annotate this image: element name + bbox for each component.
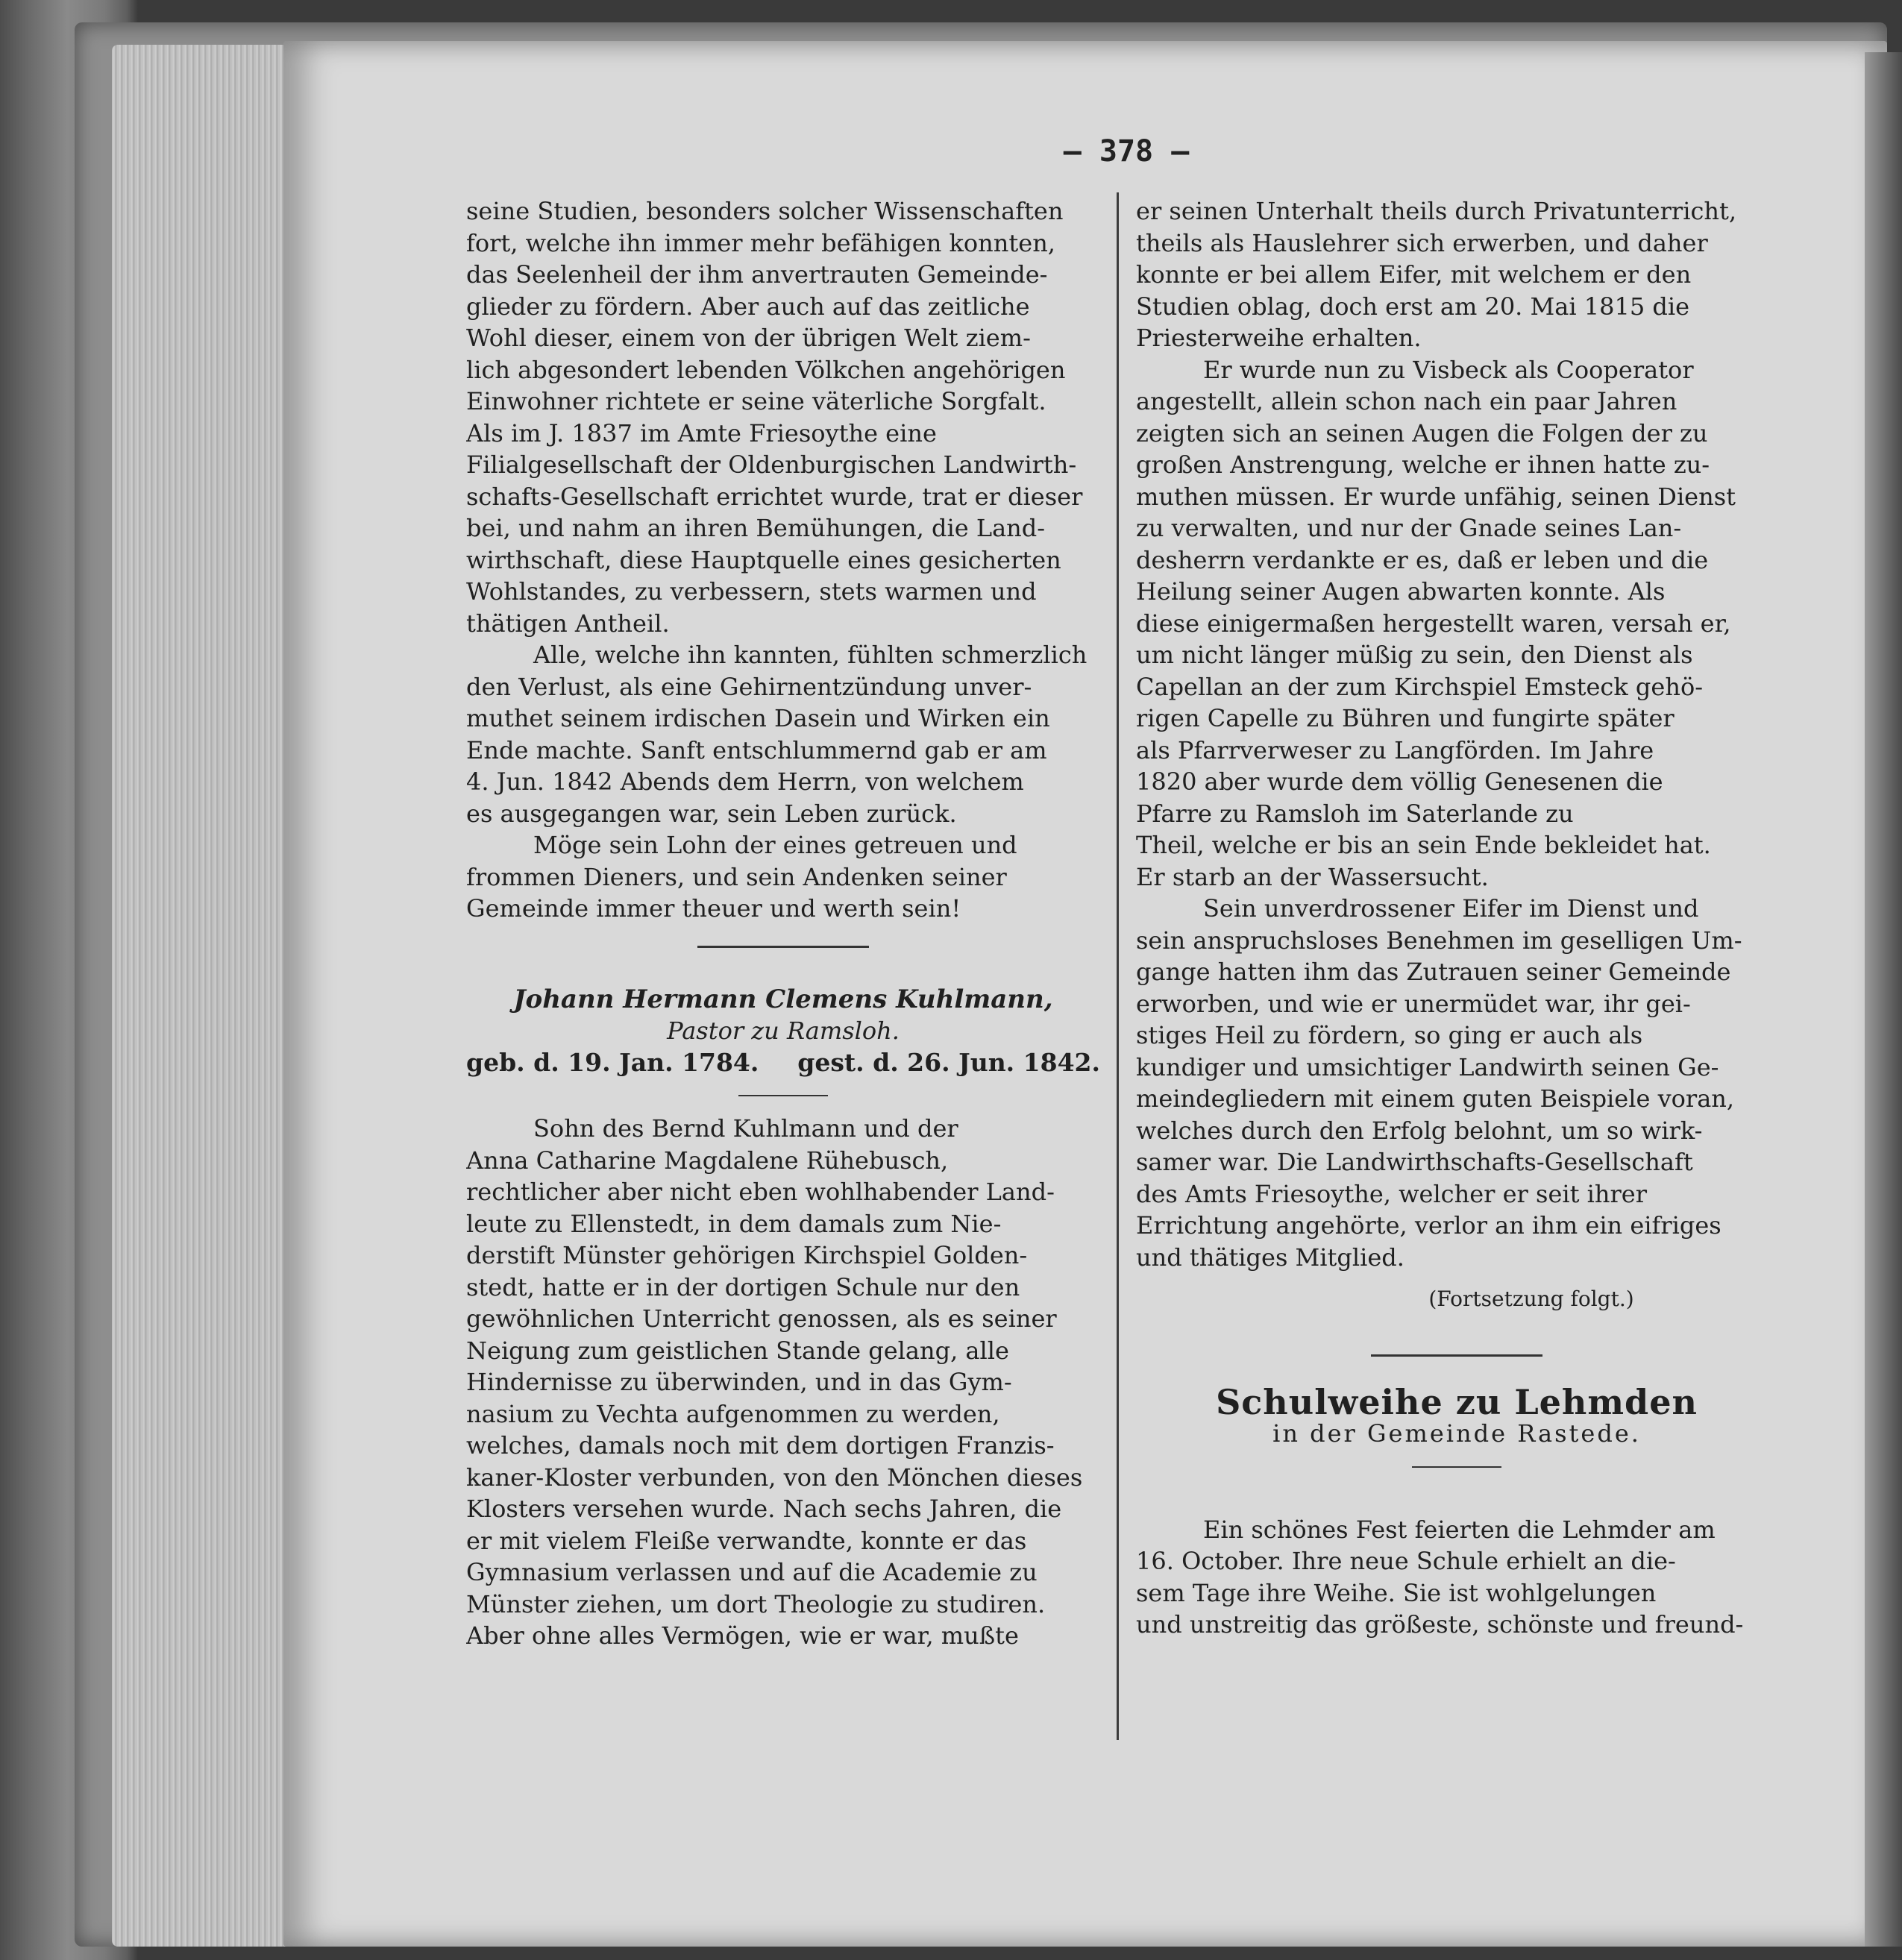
- section-title: Schulweihe zu Lehmden: [1216, 1381, 1698, 1422]
- text-line: zu verwalten, und nur der Gnade seines Lan-: [1136, 514, 1682, 542]
- text-line: Capellan an der zum Kirchspiel Emsteck gehö-: [1136, 672, 1704, 701]
- text-line: welches durch den Erfolg belohnt, um so wirk-: [1136, 1116, 1703, 1145]
- page-number: — 378 —: [1063, 134, 1190, 169]
- text-line: es ausgegangen war, sein Leben zurück.: [466, 799, 957, 828]
- text-line: Er starb an der Wassersucht.: [1136, 862, 1489, 891]
- text-line: rechtlicher aber nicht eben wohlhabender Land-: [466, 1178, 1055, 1206]
- text-line: Hindernisse zu überwinden, und in das Gym-: [466, 1368, 1012, 1396]
- right-column: [1136, 195, 1777, 1641]
- text-line: als Pfarrverweser zu Langförden. Im Jahre: [1136, 735, 1654, 764]
- text-line: welches, damals noch mit dem dortigen Franzis-: [466, 1431, 1055, 1460]
- section-subtitle: in der Gemeinde Rastede.: [1272, 1419, 1641, 1448]
- text-line: frommen Dieners, und sein Andenken seiner: [466, 862, 1007, 891]
- text-line: Priesterweihe erhalten.: [1136, 324, 1422, 352]
- biography-name: Johann Hermann Clemens Kuhlmann,: [513, 984, 1053, 1014]
- text-line: rigen Capelle zu Bühren und fungirte später: [1136, 704, 1675, 732]
- paragraph: [466, 639, 1100, 829]
- text-line: gewöhnlichen Unterricht genossen, als es seiner: [466, 1304, 1057, 1333]
- text-line: Wohl dieser, einem von der übrigen Welt ziem-: [466, 324, 1031, 352]
- text-line: derstift Münster gehörigen Kirchspiel Golden-: [466, 1241, 1028, 1269]
- page-edges: [112, 45, 298, 1947]
- short-rule: [738, 1095, 828, 1096]
- text-line: samer war. Die Landwirthschafts-Gesellschaft: [1136, 1148, 1693, 1176]
- text-line: Anna Catharine Magdalene Rühebusch,: [466, 1146, 949, 1175]
- text-line: schafts-Gesellschaft errichtet wurde, trat er dieser: [466, 482, 1083, 511]
- text-line: Sohn des Bernd Kuhlmann und der: [533, 1114, 958, 1143]
- paragraph: [1136, 893, 1777, 1273]
- text-line: Aber ohne alles Vermögen, wie er war, mußte: [466, 1621, 1019, 1650]
- text-line: stiges Heil zu fördern, so ging er auch als: [1136, 1021, 1643, 1049]
- text-line: desherrn verdankte er es, daß er leben und die: [1136, 545, 1709, 574]
- column-divider: [1117, 192, 1119, 1740]
- short-rule: [1412, 1466, 1501, 1468]
- text-line: Ein schönes Fest feierten die Lehmder am: [1203, 1515, 1716, 1544]
- text-line: Pfarre zu Ramsloh im Saterlande zu: [1136, 799, 1574, 828]
- text-line: sem Tage ihre Weihe. Sie ist wohlgelungen: [1136, 1578, 1657, 1607]
- text-line: erworben, und wie er unermüdet war, ihr gei-: [1136, 989, 1691, 1018]
- text-line: 1820 aber wurde dem völlig Genesenen die: [1136, 767, 1663, 796]
- text-line: 16. October. Ihre neue Schule erhielt an die-: [1136, 1547, 1676, 1575]
- text-line: Ende machte. Sanft entschlummernd gab er am: [466, 735, 1047, 764]
- text-line: er mit vielem Fleiße verwandte, konnte er das: [466, 1526, 1027, 1555]
- facing-page-edge: [1865, 52, 1902, 1947]
- text-line: angestellt, allein schon nach ein paar Jahren: [1136, 387, 1677, 415]
- text-line: Münster ziehen, um dort Theologie zu studiren.: [466, 1589, 1046, 1618]
- text-line: Klosters versehen wurde. Nach sechs Jahren, die: [466, 1495, 1062, 1523]
- text-line: gange hatten ihm das Zutrauen seiner Gemeinde: [1136, 958, 1731, 986]
- text-line: meindegliedern mit einem guten Beispiele voran,: [1136, 1084, 1735, 1113]
- biography-role: Pastor zu Ramsloh.: [667, 1017, 900, 1045]
- text-line: großen Anstrengung, welche er ihnen hatte zu-: [1136, 450, 1710, 479]
- text-line: Er wurde nun zu Visbeck als Cooperator: [1203, 355, 1694, 384]
- text-line: fort, welche ihn immer mehr befähigen konnten,: [466, 228, 1055, 257]
- text-line: Studien oblag, doch erst am 20. Mai 1815 die: [1136, 292, 1690, 321]
- text-line: Heilung seiner Augen abwarten konnte. Als: [1136, 577, 1666, 606]
- paragraph: [466, 829, 1100, 925]
- text-line: Alle, welche ihn kannten, fühlten schmerzlich: [533, 641, 1087, 669]
- text-line: Gymnasium verlassen und auf die Academie zu: [466, 1558, 1038, 1586]
- text-line: Einwohner richtete er seine väterliche Sorgfalt.: [466, 387, 1046, 415]
- section-rule: [697, 946, 869, 948]
- text-line: Sein unverdrossener Eifer im Dienst und: [1203, 894, 1699, 923]
- text-line: Gemeinde immer theuer und werth sein!: [466, 894, 961, 923]
- text-line: leute zu Ellenstedt, in dem damals zum Nie-: [466, 1209, 1002, 1238]
- text-line: Errichtung angehörte, verlor an ihm ein eifriges: [1136, 1211, 1721, 1240]
- text-line: stedt, hatte er in der dortigen Schule nur den: [466, 1272, 1020, 1301]
- paragraph: [466, 1113, 1100, 1652]
- text-line: um nicht länger müßig zu sein, den Dienst als: [1136, 641, 1693, 669]
- text-line: kaner-Kloster verbunden, von den Mönchen dieses: [466, 1463, 1083, 1492]
- text-line: Möge sein Lohn der eines getreuen und: [533, 831, 1017, 859]
- biography-dates: [466, 1047, 1100, 1079]
- text-line: theils als Hauslehrer sich erwerben, und daher: [1136, 228, 1708, 257]
- text-line: lich abgesondert lebenden Völkchen angehörigen: [466, 355, 1066, 384]
- text-line: bei, und nahm an ihren Bemühungen, die Land-: [466, 514, 1046, 542]
- text-line: sein anspruchsloses Benehmen im geselligen Um-: [1136, 926, 1742, 955]
- continuation-note: (Fortsetzung folgt.): [1428, 1287, 1634, 1311]
- death-date: gest. d. 26. Jun. 1842.: [797, 1047, 1100, 1077]
- text-line: 4. Jun. 1842 Abends dem Herrn, von welchem: [466, 767, 1024, 796]
- text-line: muthet seinem irdischen Dasein und Wirken ein: [466, 704, 1050, 732]
- text-line: Filialgesellschaft der Oldenburgischen Landwirth-: [466, 450, 1077, 479]
- text-line: nasium zu Vechta aufgenommen zu werden,: [466, 1399, 1000, 1428]
- paragraph: [466, 195, 1100, 639]
- text-line: konnte er bei allem Eifer, mit welchem er den: [1136, 260, 1692, 289]
- paragraph: [1136, 195, 1777, 354]
- text-line: seine Studien, besonders solcher Wissenschaften: [466, 197, 1064, 225]
- text-line: er seinen Unterhalt theils durch Privatunterricht,: [1136, 197, 1736, 225]
- text-line: des Amts Friesoythe, welcher er seit ihrer: [1136, 1179, 1648, 1208]
- paragraph: [1136, 354, 1777, 893]
- text-line: kundiger und umsichtiger Landwirth seinen Ge-: [1136, 1052, 1719, 1081]
- text-line: und unstreitig das größeste, schönste und freund-: [1136, 1610, 1744, 1639]
- text-line: und thätiges Mitglied.: [1136, 1243, 1404, 1272]
- section-rule: [1371, 1354, 1542, 1357]
- text-line: muthen müssen. Er wurde unfähig, seinen Dienst: [1136, 482, 1736, 511]
- text-line: zeigten sich an seinen Augen die Folgen der zu: [1136, 418, 1708, 447]
- left-column: [466, 195, 1100, 1652]
- birth-date: geb. d. 19. Jan. 1784.: [466, 1047, 759, 1077]
- text-line: wirthschaft, diese Hauptquelle eines gesicherten: [466, 545, 1061, 574]
- text-line: den Verlust, als eine Gehirnentzündung unver-: [466, 672, 1032, 701]
- text-line: glieder zu fördern. Aber auch auf das zeitliche: [466, 292, 1030, 321]
- text-line: das Seelenheil der ihm anvertrauten Gemeinde-: [466, 260, 1048, 289]
- text-line: Als im J. 1837 im Amte Friesoythe eine: [466, 418, 937, 447]
- text-line: thätigen Antheil.: [466, 609, 670, 638]
- paragraph: [1136, 1514, 1777, 1641]
- text-line: Theil, welche er bis an sein Ende bekleidet hat.: [1136, 831, 1711, 859]
- text-line: Neigung zum geistlichen Stande gelang, alle: [466, 1336, 1009, 1365]
- text-line: diese einigermaßen hergestellt waren, versah er,: [1136, 609, 1731, 638]
- text-line: Wohlstandes, zu verbessern, stets warmen und: [466, 577, 1037, 606]
